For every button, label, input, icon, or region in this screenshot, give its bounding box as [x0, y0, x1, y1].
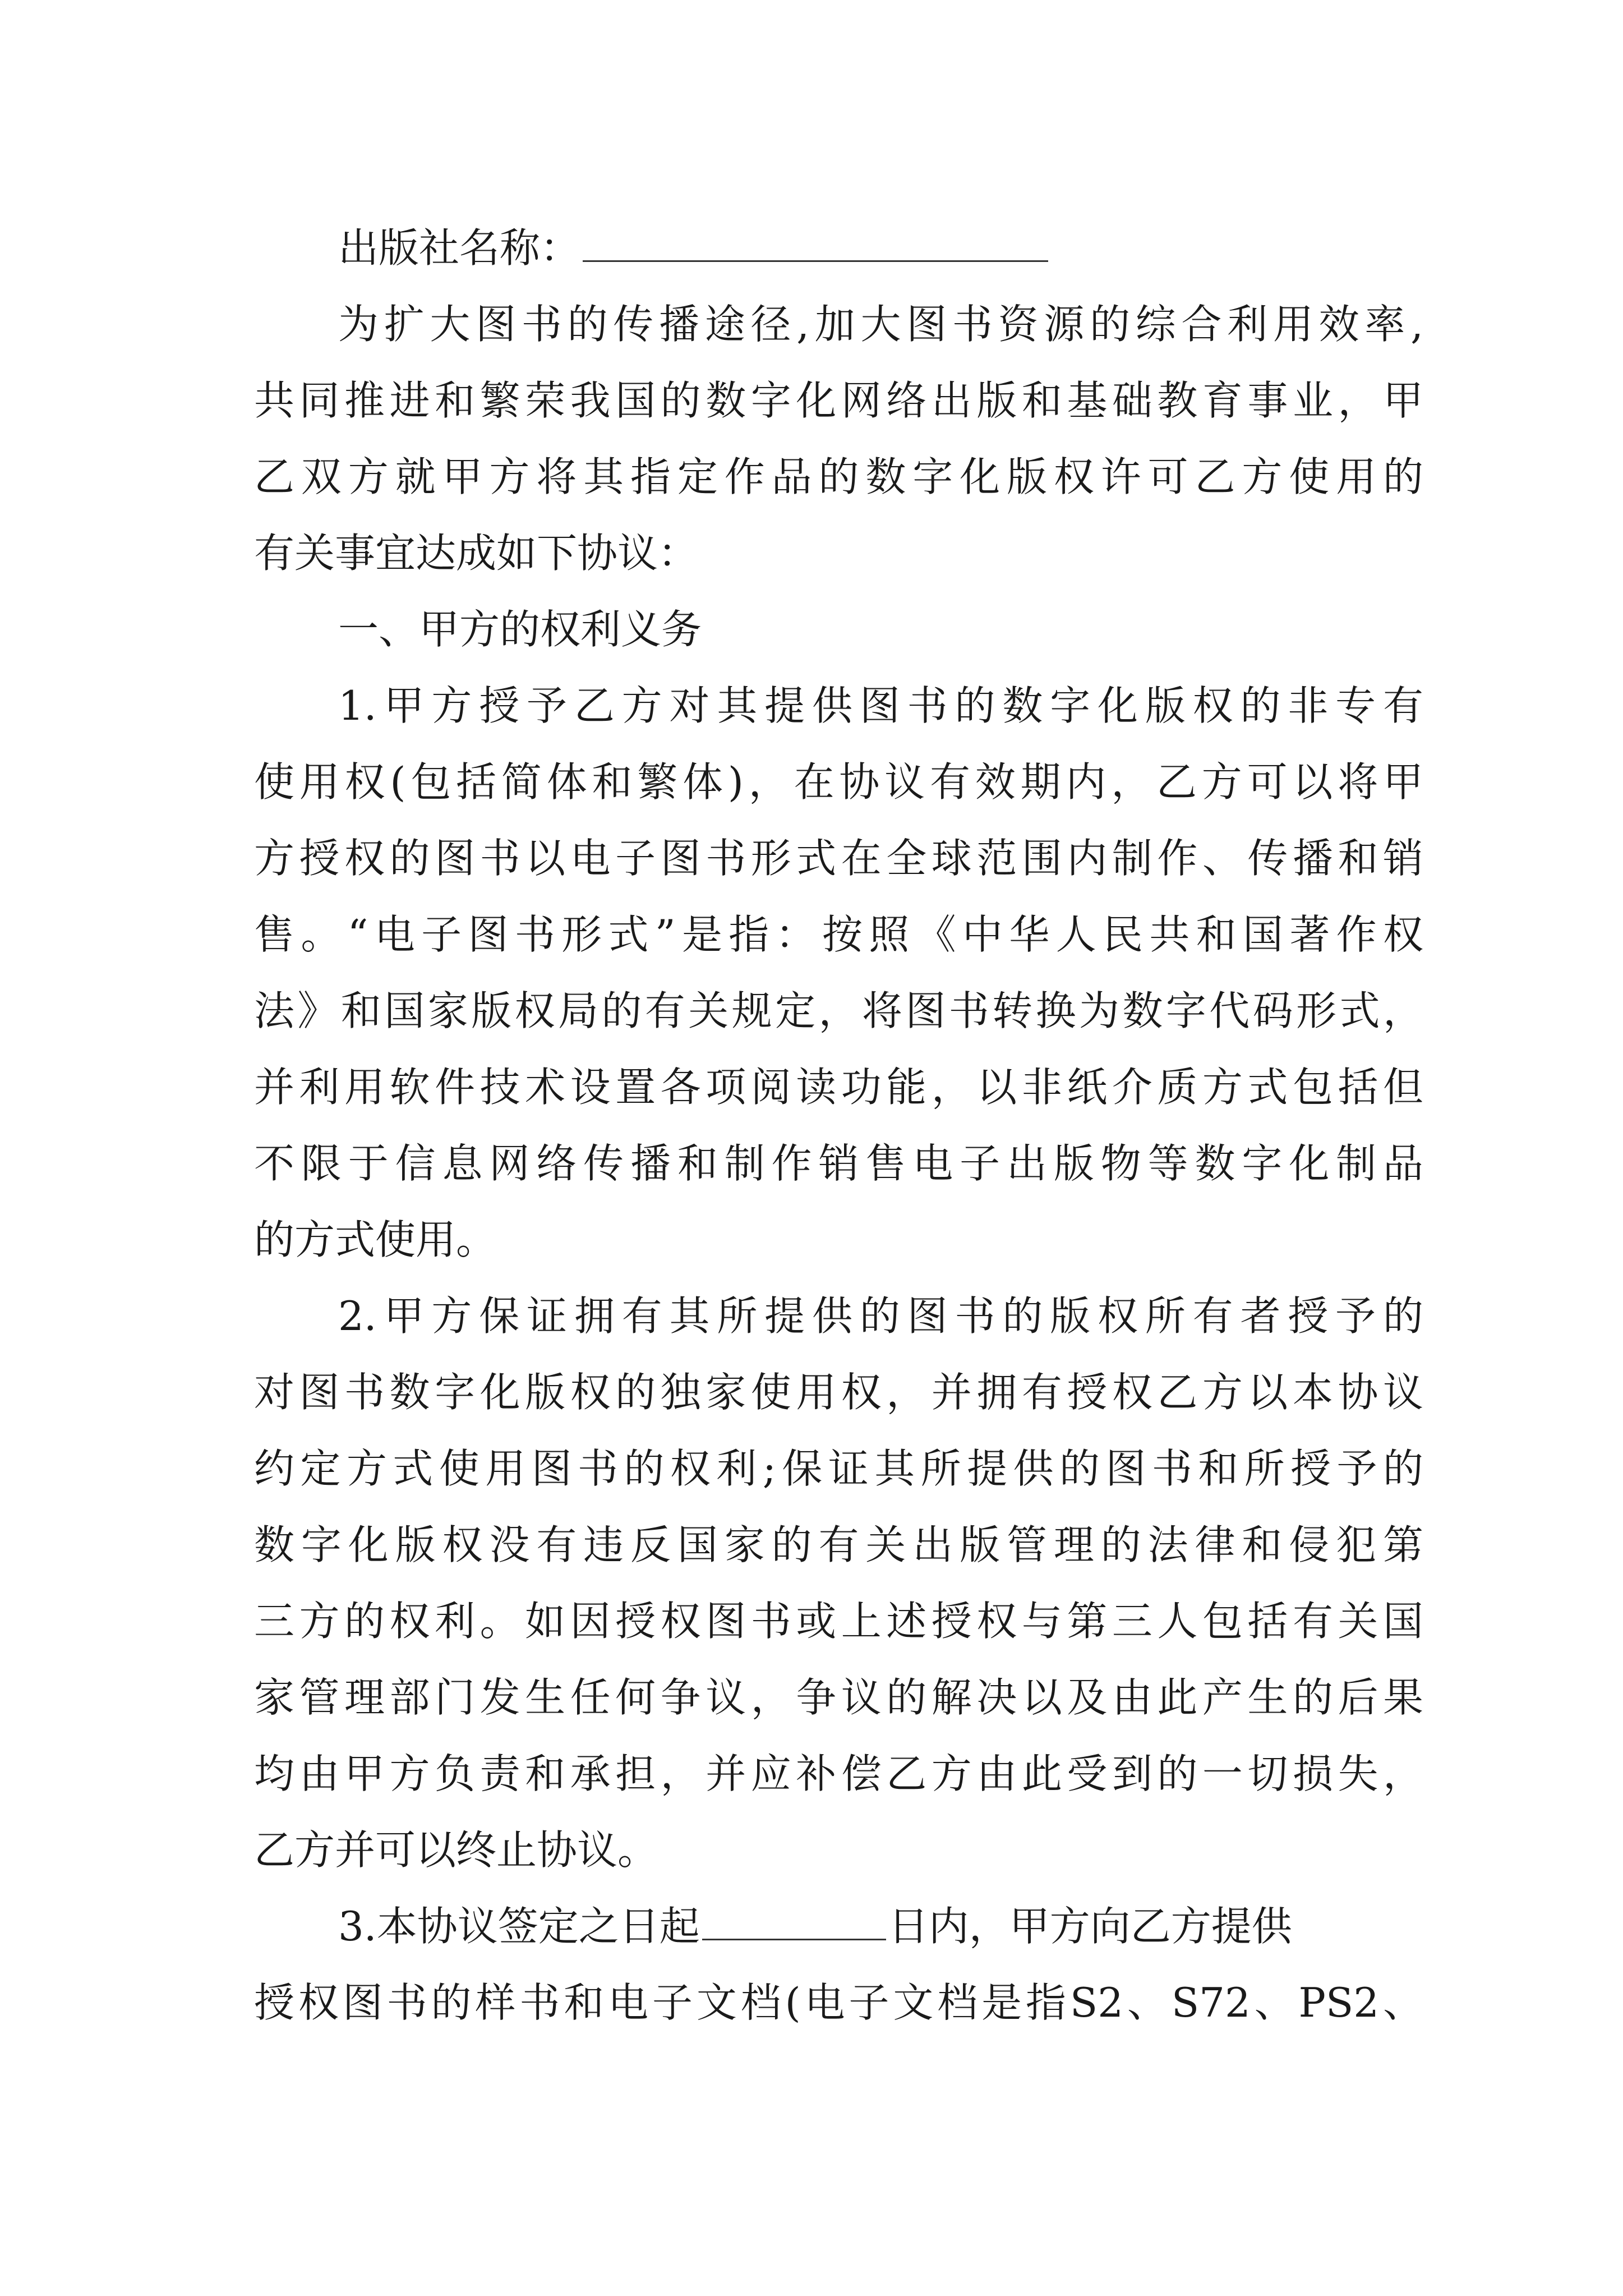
clause2-line-5: 三方的权利。如因授权图书或上述授权与第三人包括有关国: [254, 1598, 1423, 1645]
clause1-line-4: 售。“电子图书形式”是指：按照《中华人民共和国著作权: [254, 911, 1423, 958]
intro-line-2: 共同推进和繁荣我国的数字化网络出版和基础教育事业，甲: [254, 377, 1423, 424]
publisher-name-line: [254, 210, 1423, 286]
intro-line-4: 有关事宜达成如下协议：: [254, 530, 699, 577]
intro-line-1: 为扩大图书的传播途径,加大图书资源的综合利用效率,: [338, 301, 1423, 348]
clause2-line-3: 约定方式使用图书的权利;保证其所提供的图书和所授予的: [254, 1445, 1423, 1492]
clause1-line-8: 的方式使用。: [254, 1216, 497, 1263]
days-blank: [702, 1899, 886, 1940]
clause2-line-7: 均由甲方负责和承担，并应补偿乙方由此受到的一切损失，: [254, 1750, 1423, 1797]
clause2-line-1: 2.甲方保证拥有其所提供的图书的版权所有者授予的: [338, 1292, 1423, 1340]
clause3-text-before-blank: 3.本协议签定之日起: [338, 1903, 700, 1950]
clause1-line-6: 并利用软件技术设置各项阅读功能，以非纸介质方式包括但: [254, 1064, 1423, 1111]
document-body: [254, 210, 1423, 2041]
clause1-line-1: 1.甲方授予乙方对其提供图书的数字化版权的非专有: [338, 682, 1423, 729]
clause3-line-1: [254, 1888, 1423, 1964]
publisher-name-label: 出版社名称：: [338, 224, 581, 272]
section-title: 一、甲方的权利义务: [338, 606, 702, 653]
clause2-line-6: 家管理部门发生任何争议，争议的解决以及由此产生的后果: [254, 1674, 1423, 1721]
clause1-line-5: 法》和国家版权局的有关规定，将图书转换为数字代码形式，: [254, 987, 1423, 1034]
publisher-name-blank: [583, 221, 1048, 262]
intro-line-3: 乙双方就甲方将其指定作品的数字化版权许可乙方使用的: [254, 453, 1423, 500]
clause3-line-2: 授权图书的样书和电子文档(电子文档是指S2、S72、PS2、: [254, 1979, 1423, 2026]
clause2-line-2: 对图书数字化版权的独家使用权，并拥有授权乙方以本协议: [254, 1369, 1423, 1416]
clause3-text-after-blank: 日内，甲方向乙方提供: [888, 1903, 1292, 1950]
clause1-line-7: 不限于信息网络传播和制作销售电子出版物等数字化制品: [254, 1140, 1423, 1187]
clause2-line-4: 数字化版权没有违反国家的有关出版管理的法律和侵犯第: [254, 1521, 1423, 1568]
clause1-line-3: 方授权的图书以电子图书形式在全球范围内制作、传播和销: [254, 835, 1423, 882]
clause2-line-8: 乙方并可以终止协议。: [254, 1826, 658, 1874]
clause1-line-2: 使用权(包括简体和繁体)，在协议有效期内，乙方可以将甲: [254, 758, 1423, 806]
